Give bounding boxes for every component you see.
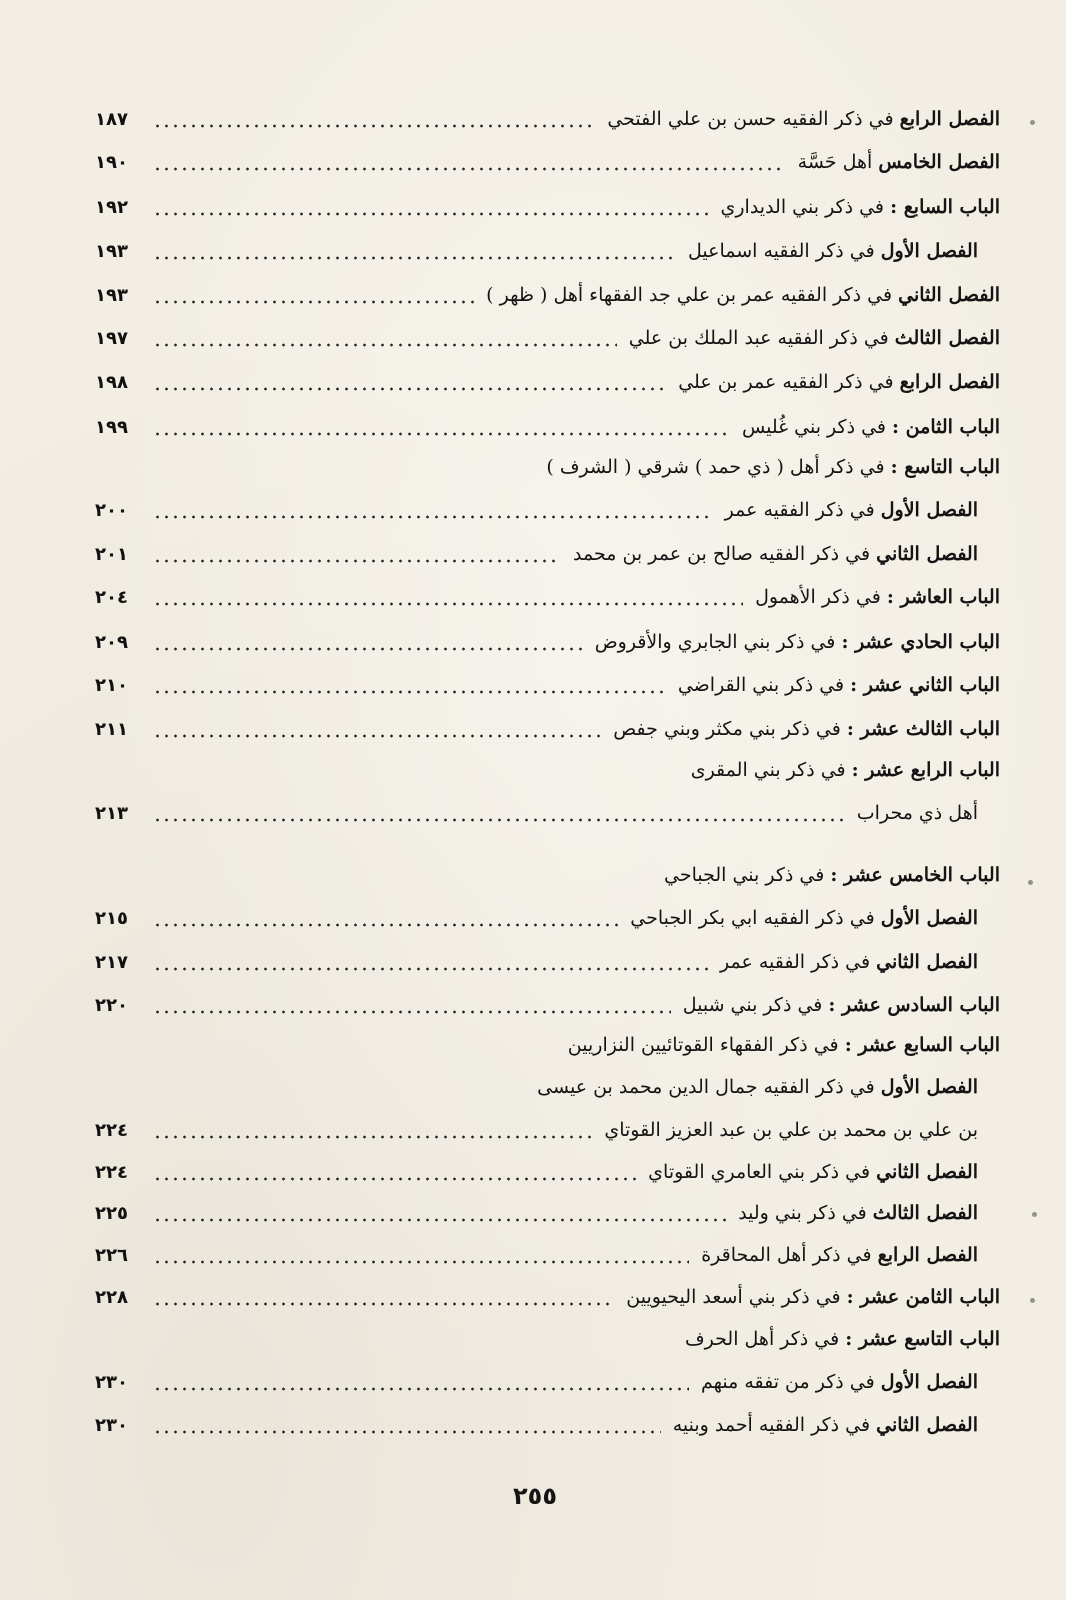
toc-entry-page-number: ١٩٧ (95, 327, 128, 349)
toc-entry (95, 534, 1000, 574)
dot-leader (153, 187, 709, 227)
toc-entry-page-number: ١٨٧ (95, 108, 128, 130)
toc-entry-text: في ذكر الفقيه عبد الملك بن علي (628, 327, 895, 349)
toc-entry (95, 490, 1000, 530)
toc-entry-heading: الفصل الثالث (894, 327, 1000, 349)
toc-entry-text: في ذكر أهل الحرف (684, 1328, 846, 1350)
dot-leader (153, 855, 652, 895)
toc-entry-page-number: ٢٠٤ (95, 586, 128, 608)
toc-entry-heading: الباب الثامن عشر : (846, 1286, 1000, 1308)
toc-entry-title (623, 327, 1000, 349)
dot-leader (153, 1405, 661, 1445)
toc-entry-title (601, 108, 1000, 130)
toc-entry (95, 187, 1000, 227)
toc-entry (95, 447, 1000, 487)
dot-leader (153, 985, 671, 1025)
toc-entry-title (624, 907, 978, 929)
toc-entry (95, 985, 1000, 1025)
toc-entry-heading: الفصل الثاني (876, 543, 978, 565)
dot-leader (153, 622, 583, 662)
toc-entry-heading: الفصل الثاني (876, 1414, 978, 1436)
scan-speck (1030, 1298, 1035, 1303)
toc-entry-title (792, 151, 1000, 173)
page-number: ٢٥٥ (513, 1482, 557, 1510)
toc-entry-page-number: ٢١٥ (95, 907, 128, 929)
toc-entry-page-number: ٢١٠ (95, 674, 128, 696)
toc-entry-heading: الباب الثالث عشر : (846, 718, 1000, 740)
toc-entry-heading: الباب الخامس عشر : (830, 864, 1000, 886)
toc-entry-text: في ذكر الفقيه أحمد وبنيه (672, 1414, 877, 1436)
toc-entry-page-number: ٢٠٠ (95, 499, 128, 521)
dot-leader (153, 709, 601, 749)
toc-entry-heading: الباب العاشر : (886, 586, 1000, 608)
toc-entry-heading: الفصل الثاني (898, 284, 1000, 306)
dot-leader (153, 490, 713, 530)
toc-entry (95, 1067, 1000, 1107)
toc-entry-heading: الفصل الثاني (876, 951, 978, 973)
dot-leader (153, 942, 708, 982)
toc-entry-title (677, 994, 1000, 1016)
dot-leader (153, 793, 845, 833)
dot-leader (153, 534, 561, 574)
dot-leader (153, 1319, 673, 1359)
toc-entry-page-number: ٢٠٩ (95, 631, 128, 653)
toc-entry-page-number: ٢٢٨ (95, 1286, 128, 1308)
toc-entry (95, 1405, 1000, 1445)
toc-entry-title (642, 1161, 978, 1183)
toc-entry-title (719, 499, 978, 521)
toc-entry-heading: الباب الثامن : (892, 416, 1000, 438)
toc-entry-text: في ذكر من تفقه منهم (700, 1371, 881, 1393)
toc-entry-page-number: ١٩٠ (95, 151, 128, 173)
toc-entry-text: في ذكر الفقهاء القوتائيين النزاريين (567, 1034, 845, 1056)
toc-entry-title (682, 240, 978, 262)
toc-entry-heading: الفصل الأول (880, 1371, 978, 1393)
toc-entry-page-number: ٢٢٠ (95, 994, 128, 1016)
toc-entry-text: في ذكر بني العامري القوتاي (648, 1161, 877, 1183)
toc-entry-page-number: ٢٣٠ (95, 1414, 128, 1436)
dot-leader (153, 99, 595, 139)
toc-entry-heading: الفصل الأول (880, 240, 978, 262)
toc-entry-text: في ذكر الفقيه حسن بن علي الفتحي (607, 108, 900, 130)
toc-entry (95, 855, 1000, 895)
dot-leader (153, 577, 743, 617)
toc-entry-heading: الفصل الخامس (878, 151, 1000, 173)
toc-entry (95, 1235, 1000, 1275)
dot-leader (153, 1362, 689, 1402)
toc-entry-heading: الفصل الرابع (899, 108, 1000, 130)
toc-entry-page-number: ١٩٣ (95, 240, 128, 262)
toc-entry (95, 577, 1000, 617)
toc-entry (95, 665, 1000, 705)
dot-leader (153, 1067, 525, 1107)
toc-entry-page-number: ٢٢٤ (95, 1119, 128, 1141)
dot-leader (153, 1152, 636, 1192)
toc-entry-page-number: ٢١٣ (95, 802, 128, 824)
toc-entry-page-number: ٢٢٥ (95, 1202, 128, 1224)
dot-leader (153, 142, 786, 182)
toc-entry (95, 1110, 1000, 1150)
toc-entry-page-number: ٢٢٤ (95, 1161, 128, 1183)
toc-entry-text: في ذكر بني شبيل (682, 994, 829, 1016)
dot-leader (153, 447, 534, 487)
toc-entry (95, 1152, 1000, 1192)
toc-entry-page-number: ٢١١ (95, 718, 128, 740)
toc-entry-title (679, 1328, 1000, 1350)
toc-entry-title (715, 196, 1001, 218)
toc-entry-text: في ذكر الفقيه عمر (720, 951, 877, 973)
toc-entry-text: في ذكر بني المقرى (690, 759, 852, 781)
toc-entry-heading: الباب التاسع عشر : (845, 1328, 1000, 1350)
toc-entry-text: في ذكر الأهمول (755, 586, 887, 608)
toc-entry-text: في ذكر الفقيه ابي بكر الجباحي (630, 907, 881, 929)
toc-entry-heading: الفصل الأول (880, 499, 978, 521)
toc-entry (95, 318, 1000, 358)
dot-leader (153, 898, 618, 938)
toc-entry (95, 231, 1000, 271)
toc-entry (95, 1277, 1000, 1317)
scan-speck (1032, 1212, 1037, 1217)
toc-entry (95, 750, 1000, 790)
toc-entry (95, 1319, 1000, 1359)
toc-entry-title (607, 718, 1000, 740)
toc-entry-text: في ذكر الفقيه صالح بن عمر بن محمد (573, 543, 877, 565)
toc-entry-text: في ذكر بني وليد (738, 1202, 873, 1224)
toc-entry-page-number: ١٩٨ (95, 371, 128, 393)
toc-entry-heading: الفصل الأول (880, 907, 978, 929)
toc-entry-title (598, 1119, 978, 1141)
toc-entry-heading: الباب السابع : (890, 196, 1000, 218)
scan-speck (1030, 120, 1035, 125)
toc-entry (95, 362, 1000, 402)
dot-leader (153, 1235, 689, 1275)
toc-entry (95, 942, 1000, 982)
toc-entry-page-number: ٢٢٦ (95, 1244, 128, 1266)
toc-entry (95, 407, 1000, 447)
toc-entry-heading: الباب الثاني عشر : (850, 674, 1000, 696)
toc-entry-title (589, 631, 1000, 653)
dot-leader (153, 231, 676, 271)
toc-entry-page-number: ٢١٧ (95, 951, 128, 973)
toc-entry-title (714, 951, 978, 973)
dot-leader (153, 1110, 592, 1150)
toc-entry-text: في ذكر الفقيه عمر بن علي جد الفقهاء أهل ( ظهر ) (486, 284, 899, 306)
toc-entry-page-number: ١٩٣ (95, 284, 128, 306)
toc-entry-title (685, 759, 1000, 781)
toc-entry-title (540, 456, 1000, 478)
toc-entry-page-number: ١٩٢ (95, 196, 128, 218)
dot-leader (153, 1193, 726, 1233)
toc-entry-text: في ذكر أهل المحاقرة (701, 1244, 878, 1266)
toc-entry-heading: الفصل الثالث (872, 1202, 978, 1224)
toc-entry-page-number: ١٩٩ (95, 416, 128, 438)
toc-entry-title (672, 371, 1000, 393)
toc-entry-text: في ذكر بني أسعد اليحيويين (626, 1286, 847, 1308)
dot-leader (153, 665, 666, 705)
toc-entry-text: في ذكر بني مكثر وبني جفص (613, 718, 847, 740)
dot-leader (153, 275, 474, 315)
dot-leader (153, 362, 666, 402)
toc-entry-text: في ذكر بني غُليس (741, 416, 893, 438)
toc-entry-heading: الفصل الثاني (876, 1161, 978, 1183)
toc-entry-title (732, 1202, 978, 1224)
toc-entry (95, 622, 1000, 662)
toc-entry (95, 275, 1000, 315)
toc-entry-title (736, 416, 1000, 438)
dot-leader (153, 1025, 556, 1065)
toc-entry-text: بن علي بن محمد بن علي بن عبد العزيز القوتاي (604, 1119, 978, 1141)
toc-entry-text: في ذكر بني القراضي (677, 674, 851, 696)
toc-entry-title (695, 1371, 978, 1393)
scan-speck (1028, 880, 1033, 885)
toc-entry-text: في ذكر بني الجباحي (663, 864, 831, 886)
toc-entry-text: أهل ذي محراب (856, 802, 978, 824)
toc-entry-page-number: ٢٣٠ (95, 1371, 128, 1393)
toc-entry-title (749, 586, 1000, 608)
toc-entry-title (531, 1076, 978, 1098)
toc-entry-title (562, 1034, 1000, 1056)
toc-entry-heading: الباب السابع عشر : (844, 1034, 1000, 1056)
toc-entry (95, 142, 1000, 182)
toc-entry (95, 1362, 1000, 1402)
toc-entry-text: في ذكر الفقيه عمر بن علي (678, 371, 900, 393)
toc-entry-title (667, 1414, 978, 1436)
toc-entry-text: في ذكر الفقيه عمر (724, 499, 881, 521)
toc-entry-page-number: ٢٠١ (95, 543, 128, 565)
toc-entry-title (851, 802, 978, 824)
toc-entry-heading: الفصل الرابع (899, 371, 1000, 393)
toc-entry-title (695, 1244, 978, 1266)
toc-entry (95, 99, 1000, 139)
toc-entry-text: في ذكر بني الديداري (720, 196, 891, 218)
toc-entry-heading: الباب الرابع عشر : (851, 759, 1000, 781)
dot-leader (153, 1277, 614, 1317)
toc-entry-title (672, 674, 1000, 696)
toc-entry-title (658, 864, 1000, 886)
toc-entry-heading: الباب السادس عشر : (828, 994, 1000, 1016)
toc-entry-heading: الباب الحادي عشر : (841, 631, 1000, 653)
toc-entry-heading: الفصل الأول (880, 1076, 978, 1098)
toc-entry-title (620, 1286, 1000, 1308)
toc-entry-text: في ذكر بني الجابري والأقروض (594, 631, 842, 653)
toc-entry-heading: الفصل الرابع (877, 1244, 978, 1266)
toc-entry (95, 1025, 1000, 1065)
toc-entry (95, 793, 1000, 833)
toc-entry-text: أهل حَسَّة (797, 151, 879, 173)
toc-entry (95, 1193, 1000, 1233)
toc-entry-heading: الباب التاسع : (890, 456, 1000, 478)
dot-leader (153, 318, 617, 358)
toc-entry (95, 709, 1000, 749)
toc-entry-text: في ذكر أهل ( ذي حمد ) شرقي ( الشرف ) (546, 456, 891, 478)
toc-entry-title (480, 284, 1000, 306)
toc-entry (95, 898, 1000, 938)
dot-leader (153, 407, 730, 447)
dot-leader (153, 750, 679, 790)
toc-entry-text: في ذكر الفقيه جمال الدين محمد بن عيسى (537, 1076, 881, 1098)
toc-entry-text: في ذكر الفقيه اسماعيل (688, 240, 881, 262)
toc-entry-title (567, 543, 978, 565)
